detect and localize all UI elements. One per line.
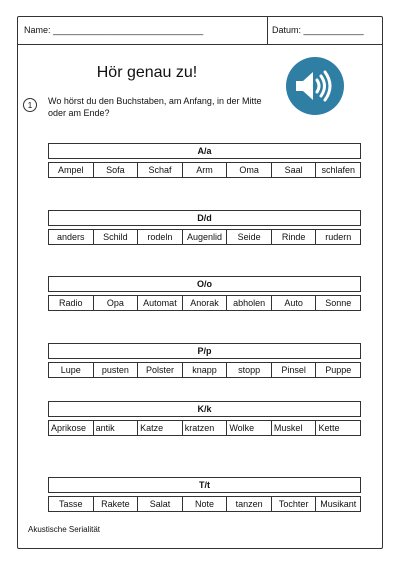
block-heading: A/a bbox=[48, 143, 361, 159]
letter-block-p bbox=[48, 343, 361, 378]
word-cell: rudern bbox=[315, 230, 360, 244]
footer-label: Akustische Serialität bbox=[28, 525, 101, 534]
word-row bbox=[48, 295, 361, 311]
word-cell: stopp bbox=[226, 363, 271, 377]
word-cell: Opa bbox=[93, 296, 138, 310]
word-cell: kratzen bbox=[182, 421, 227, 435]
letter-block-d bbox=[48, 210, 361, 245]
word-cell: abholen bbox=[226, 296, 271, 310]
header-divider bbox=[267, 17, 268, 44]
word-cell: Aprikose bbox=[51, 423, 87, 433]
block-heading: T/t bbox=[48, 477, 361, 493]
word-cell: Tasse bbox=[59, 499, 83, 509]
letter-block-a bbox=[48, 143, 361, 178]
page-title: Hör genau zu! bbox=[96, 64, 198, 81]
word-cell: Augenlid bbox=[182, 230, 227, 244]
word-cell: Tochter bbox=[271, 497, 316, 511]
word-cell: Sofa bbox=[93, 163, 138, 177]
word-row bbox=[48, 162, 361, 178]
letter-block-t bbox=[48, 477, 361, 512]
block-heading: O/o bbox=[48, 276, 361, 292]
word-row bbox=[48, 420, 361, 436]
word-cell: Musikant bbox=[315, 497, 360, 511]
word-row bbox=[48, 229, 361, 245]
word-cell: Muskel bbox=[271, 421, 316, 435]
word-cell: Puppe bbox=[315, 363, 360, 377]
word-cell: Anorak bbox=[182, 296, 227, 310]
header-bar bbox=[18, 17, 382, 45]
task-number: 1 bbox=[23, 98, 37, 112]
block-heading: K/k bbox=[48, 401, 361, 417]
word-cell: Radio bbox=[59, 298, 83, 308]
task-instruction: Wo hörst du den Buchstaben, am Anfang, in der Mitte oder am Ende? bbox=[48, 96, 262, 118]
word-cell: Oma bbox=[226, 163, 271, 177]
word-row bbox=[48, 496, 361, 512]
word-cell: Lupe bbox=[60, 365, 81, 375]
date-field[interactable]: Datum: ____________ bbox=[272, 25, 364, 35]
word-cell: Auto bbox=[271, 296, 316, 310]
word-cell: anders bbox=[57, 232, 85, 242]
letter-block-k bbox=[48, 401, 361, 436]
word-cell: rodeln bbox=[137, 230, 182, 244]
word-cell: tanzen bbox=[226, 497, 271, 511]
word-cell: Saal bbox=[271, 163, 316, 177]
word-cell: Rakete bbox=[93, 497, 138, 511]
worksheet bbox=[17, 16, 383, 549]
word-cell: Note bbox=[182, 497, 227, 511]
word-cell: Katze bbox=[137, 421, 182, 435]
word-cell: Sonne bbox=[315, 296, 360, 310]
word-row bbox=[48, 362, 361, 378]
block-heading: D/d bbox=[48, 210, 361, 226]
block-heading: P/p bbox=[48, 343, 361, 359]
word-cell: Rinde bbox=[271, 230, 316, 244]
word-cell: knapp bbox=[182, 363, 227, 377]
word-cell: schlafen bbox=[315, 163, 360, 177]
speaker-icon bbox=[286, 57, 344, 115]
word-cell: Kette bbox=[315, 421, 360, 435]
word-cell: Polster bbox=[137, 363, 182, 377]
word-cell: Wolke bbox=[226, 421, 271, 435]
word-cell: Schaf bbox=[137, 163, 182, 177]
word-cell: Schild bbox=[93, 230, 138, 244]
name-field[interactable]: Name: ______________________________ bbox=[24, 25, 204, 35]
word-cell: Salat bbox=[137, 497, 182, 511]
word-cell: Automat bbox=[137, 296, 182, 310]
word-cell: Arm bbox=[182, 163, 227, 177]
word-cell: antik bbox=[93, 421, 138, 435]
word-cell: Ampel bbox=[58, 165, 84, 175]
letter-block-o bbox=[48, 276, 361, 311]
word-cell: Seide bbox=[226, 230, 271, 244]
word-cell: Pinsel bbox=[271, 363, 316, 377]
word-cell: pusten bbox=[93, 363, 138, 377]
